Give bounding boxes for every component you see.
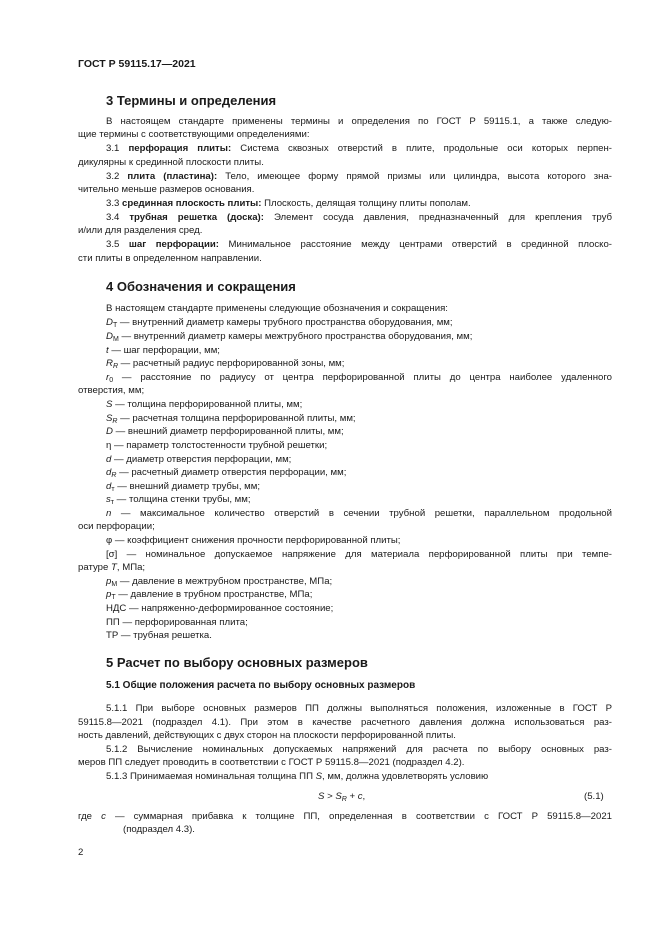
sym-d-hole: d — диаметр отверстия перфорации, мм; — [106, 454, 292, 465]
sym-sigma: [σ] — номинальное допускаемое напряжение для материала перфорированной плиты при темпе- — [106, 549, 612, 560]
term-3-1: 3.1 перфорация плиты: Система сквозных отверстий в плите, продольные оси которых перпен- — [106, 143, 612, 154]
sym-dr: $d_R$ — расчетный диаметр отверстия перфорации, мм; — [106, 467, 347, 479]
sym-phi: φ — коэффициент снижения прочности перфорированной плиты; — [106, 535, 401, 546]
p-5-1-1-line1: 5.1.1 При выборе основных размеров ПП должны выполняться положения, изложенные в ГОСТ Р — [106, 703, 612, 714]
sym-rr: $R_R$ — расчетный радиус перфорированной зоны, мм; — [106, 358, 345, 370]
section-4-title: 4 Обозначения и сокращения — [106, 279, 296, 294]
term-3-4: 3.4 трубная решетка (доска): Элемент сосуда давления, предназначенный для крепления труб — [106, 212, 612, 223]
abbr-nds: НДС — напряженно-деформированное состояние; — [106, 603, 334, 614]
term-3-5-cont: сти плиты в определенном направлении. — [78, 253, 262, 264]
s4-intro: В настоящем стандарте применены следующие обозначения и сокращения: — [106, 303, 448, 314]
s3-intro-line2: щие термины с соответствующими определениями: — [78, 129, 310, 140]
p-5-1-1-line3: ность давлений, действующих с двух сторон на плоскости перфорированной плиты. — [78, 730, 456, 741]
sym-n-cont: оси перфорации; — [78, 521, 155, 532]
sym-sr: $S_R$ — расчетная толщина перфорированной плиты, мм; — [106, 413, 356, 425]
term-3-2-cont: чительно меньше размеров основания. — [78, 184, 255, 195]
term-3-5: 3.5 шаг перфорации: Минимальное расстояние между центрами отверстий в срединной плоско- — [106, 239, 612, 250]
sym-s-tube: $s_т$ — толщина стенки трубы, мм; — [106, 494, 251, 506]
term-3-3: 3.3 срединная плоскость плиты: Плоскость, делящая толщину плиты пополам. — [106, 198, 471, 209]
term-3-4-cont: и/или для разделения сред. — [78, 225, 203, 236]
sym-dt: $D_T$ — внутренний диаметр камеры трубного пространства оборудования, мм; — [106, 317, 453, 329]
sym-pm: $p_M$ — давление в межтрубном пространстве, МПа; — [106, 576, 333, 588]
sym-s: S — толщина перфорированной плиты, мм; — [106, 399, 303, 410]
sym-sigma-cont: ратуре T, МПа; — [78, 562, 146, 573]
p-5-1-2-line2: меров ПП следует проводить в соответствии с ГОСТ Р 59115.8—2021 (подраздел 4.2). — [78, 757, 465, 768]
sym-pt: $p_T$ — давление в трубном пространстве, МПа; — [106, 589, 313, 601]
p-5-1-3: 5.1.3 Принимаемая номинальная толщина ПП S, мм, должна удовлетворять условию — [106, 771, 489, 782]
sym-d-outer: D — внешний диаметр перфорированной плиты, мм; — [106, 426, 344, 437]
formula-number: (5.1) — [584, 791, 604, 802]
sym-d-tube: $d_т$ — внешний диаметр трубы, мм; — [106, 481, 261, 493]
section-5-title: 5 Расчет по выбору основных размеров — [106, 655, 368, 670]
where-c-line1: где c — суммарная прибавка к толщине ПП, определенная в соответствии с ГОСТ Р 59115.8—2021 — [78, 811, 612, 822]
sym-eta: η — параметр толстостенности трубной решетки; — [106, 440, 328, 451]
page-number: 2 — [78, 847, 84, 858]
document-header: ГОСТ Р 59115.17—2021 — [78, 58, 196, 70]
p-5-1-2-line1: 5.1.2 Вычисление номинальных допускаемых напряжений для расчета по выбору основных раз- — [106, 744, 612, 755]
sym-t: t — шаг перфорации, мм; — [106, 345, 220, 356]
term-3-2: 3.2 плита (пластина): Тело, имеющее форму прямой призмы или цилиндра, высота которого зна- — [106, 171, 612, 182]
where-c-line2: (подраздел 4.3). — [123, 824, 195, 835]
sym-r0: $r_0$ — расстояние по радиусу от центра перфорированной плиты до центра наиболее удаленного — [106, 372, 612, 384]
sym-n: n — максимальное количество отверстий в сечении трубной решетки, параллельном продольной — [106, 508, 612, 519]
section-5-1-title: 5.1 Общие положения расчета по выбору основных размеров — [106, 680, 416, 691]
p-5-1-1-line2: 59115.8—2021 (подраздел 4.1). При этом в качестве расчетного давления должна использоваться раз- — [78, 717, 612, 728]
term-3-1-cont: дикулярны к срединной плоскости плиты. — [78, 157, 264, 168]
sym-r0-cont: отверстия, мм; — [78, 385, 145, 396]
abbr-tr: ТР — трубная решетка. — [106, 630, 212, 641]
sym-dm: $D_M$ — внутренний диаметр камеры межтрубного пространства оборудования, мм; — [106, 331, 473, 343]
abbr-pp: ПП — перфорированная плита; — [106, 617, 248, 628]
section-3-title: 3 Термины и определения — [106, 93, 277, 108]
s3-intro-line1: В настоящем стандарте применены термины и определения по ГОСТ Р 59115.1, а также следую- — [106, 116, 612, 127]
formula-5-1: $S > S_R + c$, — [318, 791, 366, 803]
